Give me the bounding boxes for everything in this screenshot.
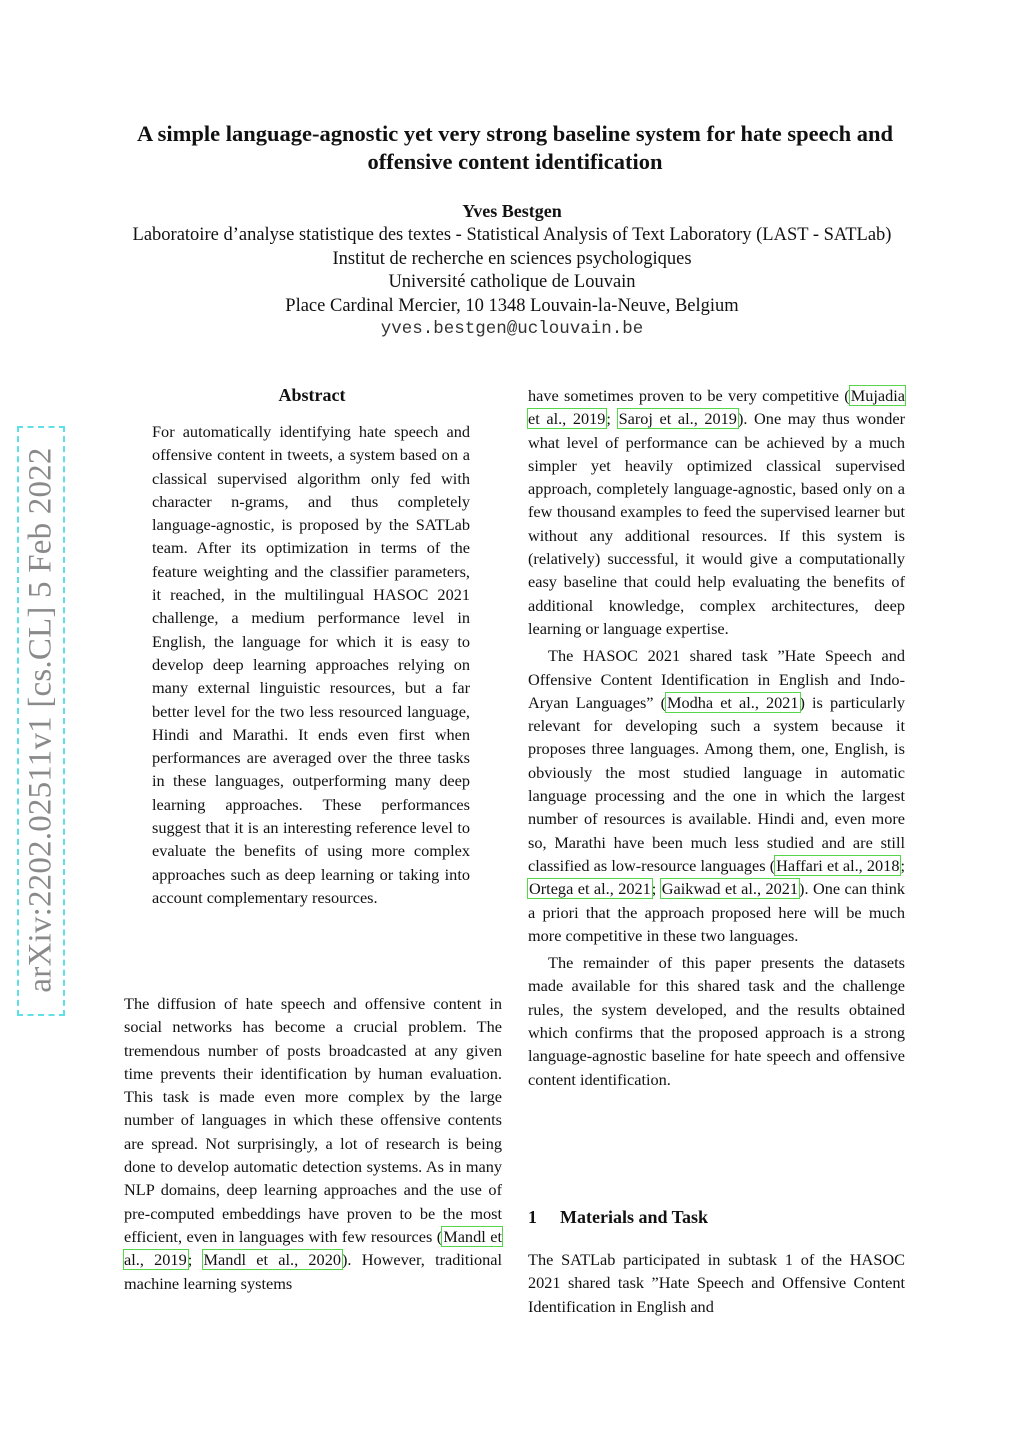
- author-name: Yves Bestgen: [462, 201, 562, 221]
- paper-title: A simple language-agnostic yet very strong baseline system for hate speech and offensive content identification: [136, 121, 893, 174]
- intro-paragraph: The remainder of this paper presents the datasets made available for this shared task and the challenge rules, the system developed, and the results obtained which confirms that the proposed approach is a strong language-agnostic baseline for hate speech and offensive content identification.: [528, 953, 905, 1089]
- affiliation-line: Place Cardinal Mercier, 10 1348 Louvain-la-Neuve, Belgium: [285, 295, 739, 316]
- affiliation-line: Université catholique de Louvain: [388, 272, 636, 292]
- intro-paragraph: [528, 384, 905, 640]
- intro-text: ). However, traditional machine learning systems: [124, 1250, 502, 1293]
- citation-link[interactable]: Ortega et al., 2021: [529, 879, 651, 899]
- section-number: 1: [528, 1207, 537, 1227]
- arxiv-identifier[interactable]: arXiv:2202.02511v1 [cs.CL] 5 Feb 2022: [22, 447, 59, 993]
- citation-separator: ;: [606, 409, 618, 429]
- intro-text: ) is particularly relevant for developing such a system because it proposes three languages. Among them, one, English, is obviously the most studied language in automatic language processing and the one in which the largest number of resources is available. Hindi and, even more so, Marathi have been much less studied and are still classified as low-resource languages (: [528, 692, 906, 875]
- affiliation-line: Laboratoire d’analyse statistique des textes - Statistical Analysis of Text Laboratory (LAST - SATLab): [132, 225, 892, 245]
- section-title: Materials and Task: [560, 1207, 709, 1227]
- intro-text: ). One can think a priori that the approach proposed here will be much more competitive in these two languages.: [528, 879, 905, 945]
- intro-text: The diffusion of hate speech and offensive content in social networks has become a crucial problem. The tremendous number of posts broadcasted at any given time prevents their identification by human evaluation. This task is made even more complex by the large number of languages in which these offensive contents are spread. Not surprisingly, a lot of research is being done to develop automatic detection systems. As in many NLP domains, deep learning approaches and the use of pre-computed embeddings have proven to be the most efficient, even in languages with few resources (: [124, 994, 502, 1246]
- affiliation-line: Institut de recherche en sciences psychologiques: [332, 248, 692, 269]
- citation-separator: ;: [651, 879, 661, 899]
- abstract-text: For automatically identifying hate speech and offensive content in tweets, a system based on a classical supervised algorithm only fed with character n-grams, and thus completely language-agnostic, is proposed by the SATLab team. After its optimization in terms of the feature weighting and the classifier parameters, it reached, in the multilingual HASOC 2021 challenge, a medium performance level in English, the language for which it is easy to develop deep learning approaches relying on many external linguistic resources, but a far better level for the two less resourced language, Hindi and Marathi. It ends even first when performances are averaged over the three tasks in these languages, outperforming many deep learning approaches. These performances suggest that it is an interesting reference level to evaluate the benefits of using more complex approaches such as deep learning or taking into account complementary resources.: [152, 422, 470, 907]
- citation-separator: ;: [187, 1250, 203, 1270]
- introduction-right-column: [528, 384, 905, 1091]
- intro-text: have sometimes proven to be very competitive (: [528, 386, 850, 405]
- citation-link[interactable]: Mandl et al., 2020: [203, 1250, 341, 1270]
- intro-paragraph: [528, 644, 905, 947]
- citation-link[interactable]: Saroj et al., 2019: [618, 409, 737, 429]
- section-heading: [528, 1206, 905, 1228]
- intro-text: The HASOC 2021 shared task ”Hate Speech and Offensive Content Identification in English and Indo-Aryan Languages” (: [528, 646, 905, 712]
- section-text: The SATLab participated in subtask 1 of the HASOC 2021 shared task ”Hate Speech and Offensive Content Identification in English and: [528, 1250, 905, 1316]
- section-body: [528, 1248, 905, 1318]
- intro-paragraph: [124, 992, 502, 1295]
- citation-link[interactable]: Gaikwad et al., 2021: [661, 879, 799, 899]
- citation-link[interactable]: Modha et al., 2021: [667, 692, 799, 712]
- citation-link[interactable]: Haffari et al., 2018: [776, 855, 900, 875]
- affiliation-block: [0, 224, 1024, 342]
- citation-link[interactable]: Mujadia et al., 2019: [528, 386, 905, 429]
- abstract-heading: Abstract: [278, 385, 346, 405]
- abstract-body: [152, 420, 470, 909]
- citation-separator: ;: [900, 855, 905, 875]
- citation-link[interactable]: Mandl et al., 2019: [124, 1226, 502, 1270]
- introduction-left-column: [124, 992, 502, 1295]
- intro-text: ). One may thus wonder what level of performance can be achieved by a much simpler yet heavily optimized classical supervised approach, completely language-agnostic, based only on a few thousand examples to feed the supervised learner but without any additional resources. If this system is (relatively) successful, it would give a computationally easy baseline that could help evaluating the benefits of additional knowledge, complex architectures, deep learning or language expertise.: [528, 409, 905, 638]
- author-email[interactable]: yves.bestgen@uclouvain.be: [380, 319, 644, 339]
